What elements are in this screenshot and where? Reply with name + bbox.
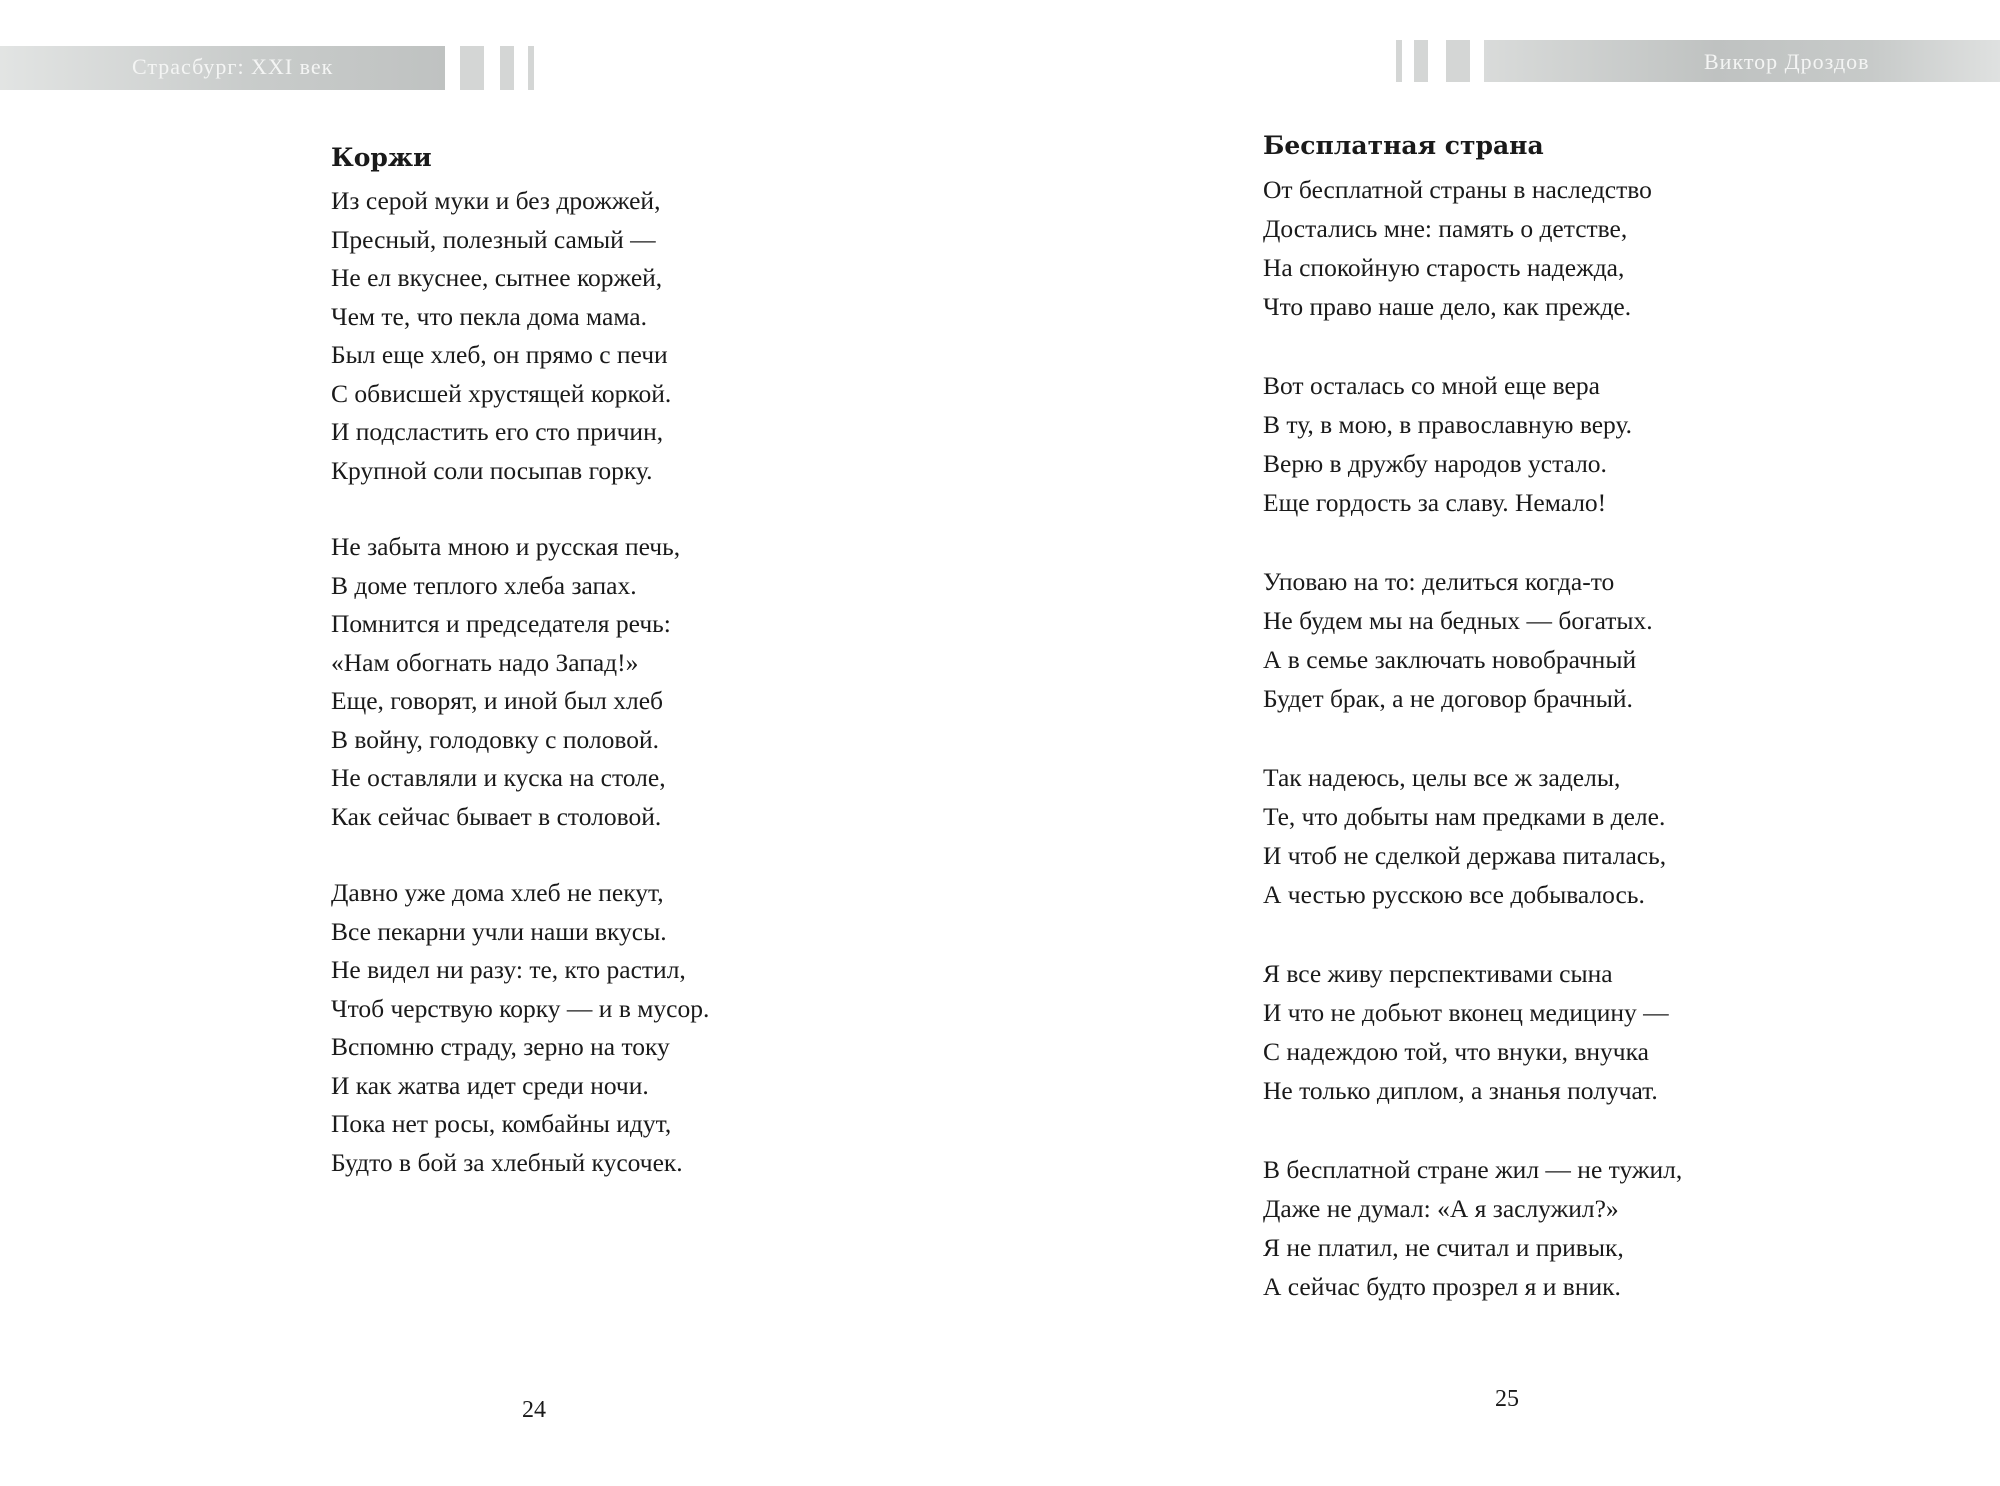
poem-line: Был еще хлеб, он прямо с печи <box>331 340 668 369</box>
poem-line: Уповаю на то: делиться когда-то <box>1263 567 1615 596</box>
poem-line: А в семье заключать новобрачный <box>1263 645 1637 674</box>
poem-line: В бесплатной стране жил — не тужил, <box>1263 1155 1683 1184</box>
poem-line: С обвисшей хрустящей коркой. <box>331 378 672 408</box>
poem-korzhi <box>331 134 709 1182</box>
stanza <box>1263 1150 1682 1306</box>
poem-line: И чтоб не сделкой держава питалась, <box>1263 841 1667 870</box>
stanza <box>1263 170 1682 326</box>
poem-line: Не ел вкуснее, сытнее коржей, <box>331 263 663 292</box>
poem-line: На спокойную старость надежда, <box>1263 253 1625 282</box>
poem-line: И что не добьют вконец медицину — <box>1263 998 1669 1027</box>
header-decor-block <box>1414 40 1428 82</box>
poem-line: Пока нет росы, комбайны идут, <box>331 1109 672 1138</box>
header-decor-block <box>1446 40 1470 82</box>
poem-line: Еще гордость за славу. Немало! <box>1263 488 1607 517</box>
poem-line: А сейчас будто прозрел я и вник. <box>1263 1272 1621 1301</box>
poem-line: Крупной соли посыпав горку. <box>331 455 653 485</box>
right-page <box>1000 0 2000 1486</box>
poem-line: Я все живу перспективами сына <box>1263 959 1613 988</box>
poem-line: Все пекарни учли наши вкусы. <box>331 916 667 946</box>
poem-line: От бесплатной страны в наследство <box>1263 175 1652 204</box>
page-number: 24 <box>522 1397 546 1423</box>
poem-line: Вот осталась со мной еще вера <box>1263 371 1600 400</box>
stanza <box>1263 366 1682 522</box>
poem-line: Помнится и председателя речь: <box>331 609 671 638</box>
poem-line: Достались мне: память о детстве, <box>1263 214 1628 243</box>
poem-line: Как сейчас бывает в столовой. <box>331 801 662 831</box>
poem-line: И как жатва идет среди ночи. <box>331 1070 649 1100</box>
header-decor-block <box>1396 40 1402 82</box>
poem-line: Пресный, полезный самый — <box>331 224 656 254</box>
poem-line: Будет брак, а не договор брачный. <box>1263 684 1633 713</box>
running-header-author: Виктор Дроздов <box>1704 49 1870 74</box>
poem-line: В войну, голодовку с половой. <box>331 724 660 754</box>
poem-line: Не оставляли и куска на столе, <box>331 763 666 792</box>
stanza <box>1263 758 1682 914</box>
poem-line: Будто в бой за хлебный кусочек. <box>331 1147 683 1177</box>
poem-line: В ту, в мою, в православную веру. <box>1263 410 1633 439</box>
poem-line: Еще, говорят, и иной был хлеб <box>331 686 663 715</box>
poem-line: В доме теплого хлеба запах. <box>331 570 637 600</box>
running-header-left <box>0 46 445 90</box>
poem-line: «Нам обогнать надо Запад!» <box>331 647 639 677</box>
poem-line: Из серой муки и без дрожжей, <box>331 186 661 215</box>
stanza <box>1263 954 1682 1110</box>
running-header-right <box>1484 40 2000 82</box>
poem-line: И подсластить его сто причин, <box>331 417 664 446</box>
stanza <box>1263 562 1682 718</box>
poem-line: А честью русскою все добывалось. <box>1263 880 1645 909</box>
stanza <box>331 874 709 1182</box>
poem-line: Не видел ни разу: те, кто растил, <box>331 955 686 984</box>
poem-line: Чем те, что пекла дома мама. <box>331 301 647 331</box>
header-decor-block <box>460 46 484 90</box>
stanza <box>331 528 709 836</box>
poem-title: Коржи <box>331 143 432 172</box>
poem-line: Вспомню страду, зерно на току <box>331 1032 670 1061</box>
poem-line: Не забыта мною и русская печь, <box>331 532 681 561</box>
poem-line: Не только диплом, а знанья получат. <box>1263 1076 1658 1105</box>
poem-besplatnaya-strana <box>1263 122 1682 1306</box>
poem-line: Не будем мы на бедных — богатых. <box>1263 606 1653 635</box>
poem-title: Бесплатная страна <box>1263 131 1544 160</box>
poem-line: Верю в дружбу народов устало. <box>1263 449 1607 478</box>
poem-line: Те, что добыты нам предками в деле. <box>1263 802 1666 831</box>
poem-line: Что право наше дело, как прежде. <box>1263 292 1632 321</box>
poem-line: С надеждою той, что внуки, внучка <box>1263 1037 1649 1066</box>
poem-line: Давно уже дома хлеб не пекут, <box>331 878 664 907</box>
poem-line: Даже не думал: «А я заслужил?» <box>1263 1194 1619 1223</box>
poem-line: Так надеюсь, целы все ж заделы, <box>1263 763 1621 792</box>
poem-line: Чтоб черствую корку — и в мусор. <box>331 993 710 1023</box>
header-decor-block <box>528 46 534 90</box>
running-header-title: Страсбург: XXI век <box>132 54 334 79</box>
page-number: 25 <box>1495 1386 1519 1412</box>
stanza <box>331 182 709 490</box>
poem-line: Я не платил, не считал и привык, <box>1263 1233 1624 1262</box>
header-decor-block <box>500 46 514 90</box>
